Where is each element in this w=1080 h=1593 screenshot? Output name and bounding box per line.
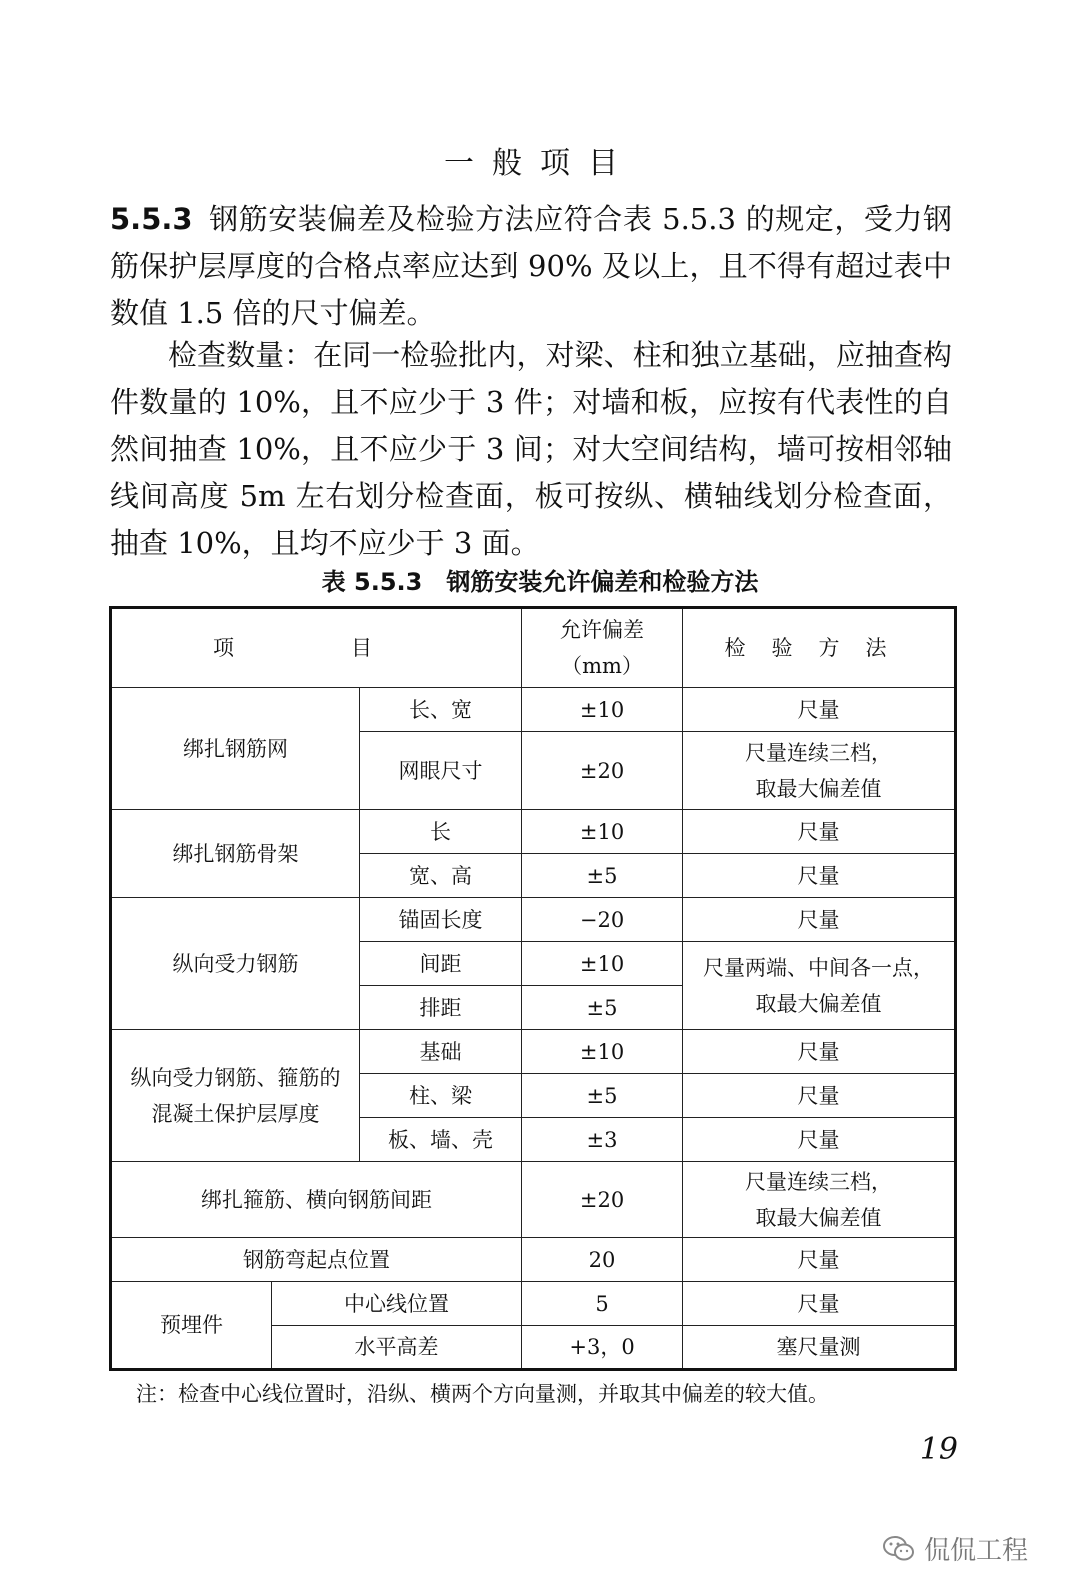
sub-item: 间距: [360, 942, 522, 986]
table-row: [111, 1030, 956, 1074]
method-value: 尺量连续三档， 取最大偏差值: [683, 1162, 956, 1238]
inspection-paragraph: 检查数量：在同一检验批内，对梁、柱和独立基础，应抽查构件数量的 10%，且不应少于 3 件；对墙和板，应按有代表性的自然间抽查 10%，且不应少于 3 间；对大空间结构，墙可按相邻轴线间高度 5m 左右划分检查面，板可按纵、横轴线划分检查面，抽查 10%，且均不应少于 3 面。: [110, 338, 952, 560]
deviation-value: 20: [522, 1238, 683, 1282]
header-method: 检验方法: [683, 608, 956, 688]
method-value: 尺量: [683, 1238, 956, 1282]
deviation-value: ±10: [522, 810, 683, 854]
group-name: 绑扎箍筋、横向钢筋间距: [111, 1162, 522, 1238]
table-caption-title: 钢筋安装允许偏差和检验方法: [446, 568, 759, 596]
deviation-value: +3，0: [522, 1326, 683, 1370]
deviation-value: ±10: [522, 688, 683, 732]
method-value: 塞尺量测: [683, 1326, 956, 1370]
table-row: [111, 1238, 956, 1282]
sub-item: 长、宽: [360, 688, 522, 732]
tolerance-table: [109, 606, 957, 1371]
group-name: 绑扎钢筋网: [111, 688, 360, 810]
method-value: 尺量两端、中间各一点， 取最大偏差值: [683, 942, 956, 1030]
sub-item: 水平高差: [272, 1326, 522, 1370]
group-name: 预埋件: [111, 1282, 272, 1370]
method-value: 尺量: [683, 810, 956, 854]
group-name: 绑扎钢筋骨架: [111, 810, 360, 898]
sub-item: 排距: [360, 986, 522, 1030]
sub-item: 基础: [360, 1030, 522, 1074]
deviation-value: ±3: [522, 1118, 683, 1162]
method-value: 尺量: [683, 898, 956, 942]
deviation-value: ±10: [522, 1030, 683, 1074]
header-deviation: 允许偏差 （mm）: [522, 608, 683, 688]
deviation-value: ±10: [522, 942, 683, 986]
deviation-value: ±20: [522, 732, 683, 810]
sub-item: 中心线位置: [272, 1282, 522, 1326]
table-note: 注：检查中心线位置时，沿纵、横两个方向量测，并取其中偏差的较大值。: [136, 1382, 829, 1406]
sub-item: 柱、梁: [360, 1074, 522, 1118]
header-item: 项 目: [111, 608, 522, 688]
deviation-value: ±5: [522, 986, 683, 1030]
sub-item: 长: [360, 810, 522, 854]
method-value: 尺量: [683, 1282, 956, 1326]
clause-text: 钢筋安装偏差及检验方法应符合表 5.5.3 的规定，受力钢筋保护层厚度的合格点率应达到 90% 及以上，且不得有超过表中数值 1.5 倍的尺寸偏差。: [110, 202, 952, 330]
sub-item: 宽、高: [360, 854, 522, 898]
group-name: 纵向受力钢筋、箍筋的 混凝土保护层厚度: [111, 1030, 360, 1162]
table-row: [111, 688, 956, 732]
method-value: 尺量: [683, 688, 956, 732]
deviation-value: ±5: [522, 854, 683, 898]
table-header-row: [111, 608, 956, 688]
method-value: 尺量: [683, 1118, 956, 1162]
method-value: 尺量连续三档， 取最大偏差值: [683, 732, 956, 810]
sub-item: 板、墙、壳: [360, 1118, 522, 1162]
table-caption: [0, 562, 1080, 597]
sub-item: 网眼尺寸: [360, 732, 522, 810]
table-row: [111, 1282, 956, 1326]
method-value: 尺量: [683, 1030, 956, 1074]
section-title: 一般项目: [444, 146, 636, 181]
sub-item: 锚固长度: [360, 898, 522, 942]
deviation-value: ±5: [522, 1074, 683, 1118]
table-caption-number: 表 5.5.3: [321, 568, 423, 596]
page-number: 19: [919, 1432, 958, 1467]
group-name: 纵向受力钢筋: [111, 898, 360, 1030]
watermark-text: 侃侃工程: [923, 1536, 1028, 1566]
deviation-value: ±20: [522, 1162, 683, 1238]
table-row: [111, 810, 956, 854]
watermark: [882, 1530, 1028, 1567]
method-value: 尺量: [683, 1074, 956, 1118]
group-name: 钢筋弯起点位置: [111, 1238, 522, 1282]
wechat-icon: [882, 1535, 916, 1563]
method-value: 尺量: [683, 854, 956, 898]
table-row: [111, 1162, 956, 1238]
deviation-value: −20: [522, 898, 683, 942]
table-row: [111, 898, 956, 942]
clause-paragraph: [110, 196, 952, 337]
deviation-value: 5: [522, 1282, 683, 1326]
clause-number: 5.5.3: [110, 202, 193, 236]
